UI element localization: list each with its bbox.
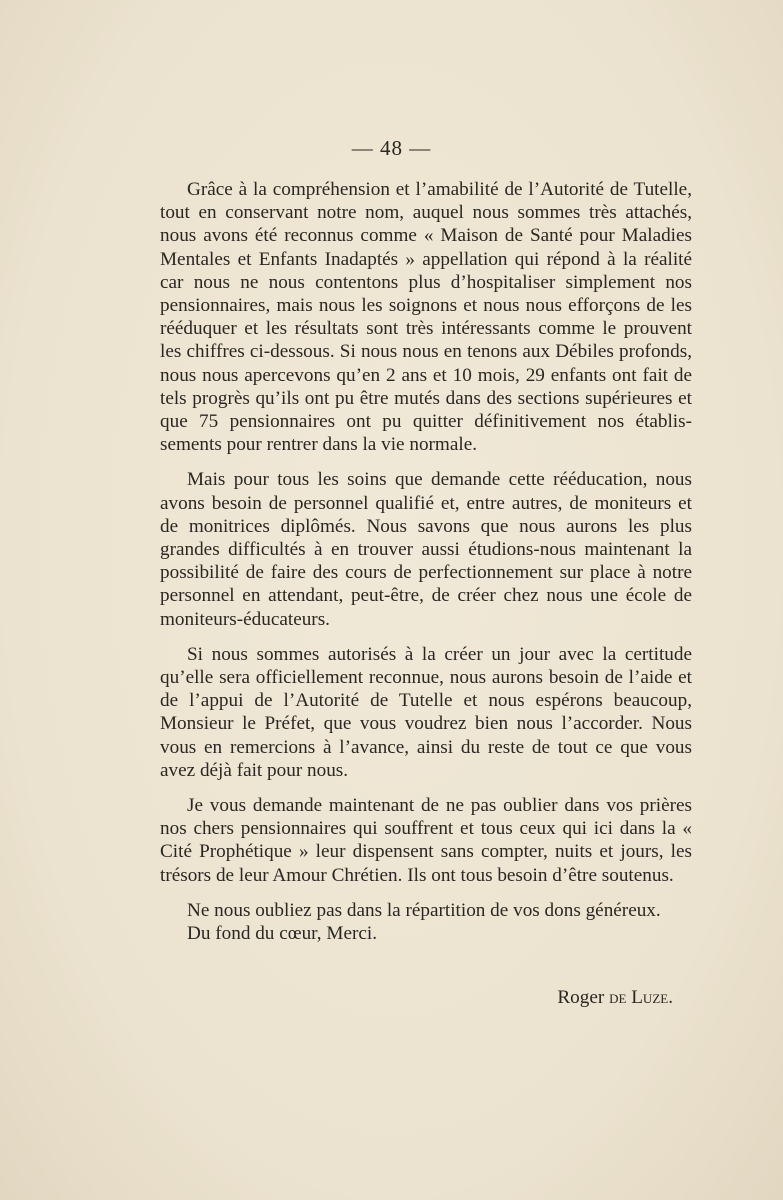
paragraph-thanks: Du fond du cœur, Merci. (187, 923, 377, 945)
page-number: — 48 — (351, 136, 432, 160)
paragraph-staff-training: Mais pour tous les soins que demande cette rééducation, nous avons besoin de personnel qualifié et, entre autres, de moniteurs et de monitrices diplômés. Nous savons que nous aurons les plus grandes difficultés à en trouver aussi étudions-nous maintenant la possibilité de faire des cours de perfectionnement sur place à notre personnel en attendant, peut-être, de créer chez nous une école de moniteurs-éducateurs. (160, 469, 692, 630)
paragraph-school-request: Si nous sommes autorisés à la créer un jour avec la certitude qu’elle sera officiellement reconnue, nous aurons besoin de l’aide et de l’appui de l’Autorité de Tutelle et nous espérons beaucoup, Monsieur le Préfet, que vous voudrez bien nous l’accorder. Nous vous en remercions à l’avance, ainsi du reste de tout ce que vous avez déjà fait pour nous. (160, 643, 692, 781)
signature-first-name: Roger (557, 987, 605, 1008)
signature (557, 986, 673, 1009)
letter-body (160, 178, 692, 945)
signature-last-name: de Luze. (609, 987, 673, 1008)
paragraph-donations: Ne nous oubliez pas dans la répartition de vos dons généreux. (187, 899, 661, 921)
paragraph-prayers: Je vous demande maintenant de ne pas oublier dans vos prières nos chers pensionnaires qui souffrent et tous ceux qui ici dans la « Cité Prophétique » leur dispensent sans compter, nuits et jours, les trésors de leur Amour Chrétien. Ils ont tous besoin d’être soutenus. (160, 795, 692, 886)
paragraph-recognition: Grâce à la compréhension et l’amabilité de l’Autorité de Tutelle, tout en conservant notre nom, auquel nous sommes très attachés, nous avons été reconnus comme « Maison de Santé pour Maladies Mentales et Enfants Inadaptés » appellation qui répond à la réalité car nous ne nous contentons plus d’hospitaliser simplement nos pensionnaires, mais nous les soignons et nous nous efforçons de les rééduquer et les résultats sont très intéressants comme le prouvent les chiffres ci-dessous. Si nous nous en tenons aux Débiles profonds, nous nous apercevons qu’en 2 ans et 10 mois, 29 enfants ont fait de tels progrès qu’ils ont pu être mutés dans des sections supérieures et que 75 pensionnaires ont pu quitter définitivement nos établissements pour rentrer dans la vie normale. (160, 179, 692, 456)
